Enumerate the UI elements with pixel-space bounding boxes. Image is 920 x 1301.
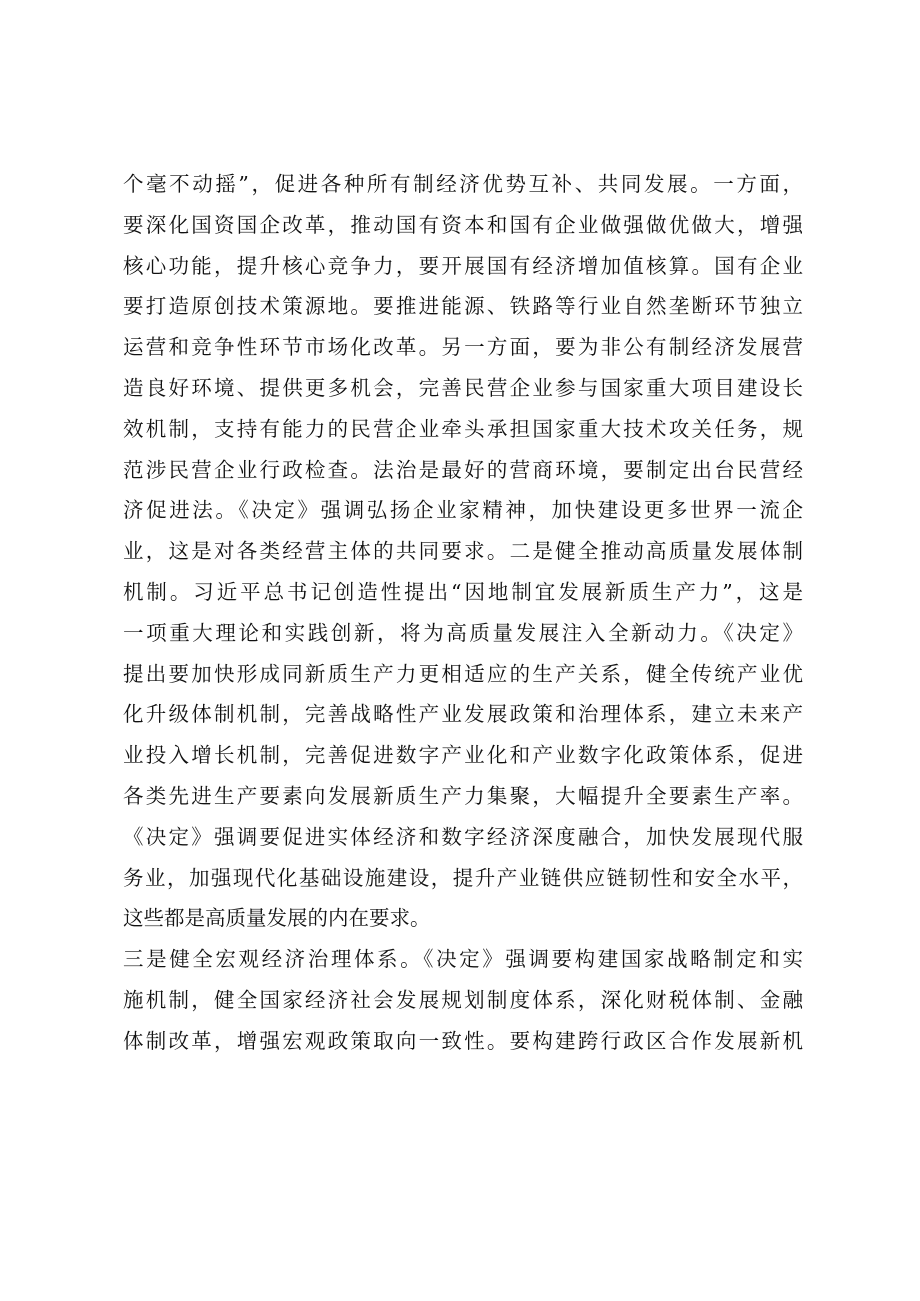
text-line: 济促进法。《决定》强调弘扬企业家精神，加快建设更多世界一流企: [123, 498, 803, 523]
text-line: 业，这是对各类经营主体的共同要求。二是健全推动高质量发展体制: [123, 539, 803, 564]
text-line: 个毫不动摇”，促进各种所有制经济优势互补、共同发展。一方面，: [123, 172, 803, 196]
text-line: 业投入增长机制，完善促进数字产业化和产业数字化政策体系，促进: [123, 743, 803, 768]
text-line: 化升级体制机制，完善战略性产业发展政策和治理体系，建立未来产: [123, 702, 803, 727]
text-line: 这些都是高质量发展的内在要求。: [123, 906, 431, 931]
text-line: 运营和竞争性环节市场化改革。另一方面，要为非公有制经济发展营: [123, 335, 803, 360]
text-line: 务业，加强现代化基础设施建设，提升产业链供应链韧性和安全水平，: [123, 865, 803, 890]
text-line: 造良好环境、提供更多机会，完善民营企业参与国家重大项目建设长: [123, 375, 803, 400]
text-line: 提出要加快形成同新质生产力更相适应的生产关系，健全传统产业优: [123, 661, 803, 686]
text-line: 《决定》强调要促进实体经济和数字经济深度融合，加快发展现代服: [123, 824, 803, 849]
text-line: 要深化国资国企改革，推动国有资本和国有企业做强做优做大，增强: [123, 212, 803, 237]
text-line: 范涉民营企业行政检查。法治是最好的营商环境，要制定出台民营经: [123, 457, 803, 482]
text-line: 各类先进生产要素向发展新质生产力集聚，大幅提升全要素生产率。: [123, 783, 803, 808]
text-line: 核心功能，提升核心竞争力，要开展国有经济增加值核算。国有企业: [123, 253, 803, 278]
text-line: 体制改革，增强宏观政策取向一致性。要构建跨行政区合作发展新机: [123, 1028, 803, 1053]
text-line: 机制。习近平总书记创造性提出“因地制宜发展新质生产力”，这是: [123, 579, 803, 604]
text-line: 要打造原创技术策源地。要推进能源、铁路等行业自然垄断环节独立: [123, 294, 803, 319]
text-line: 三是健全宏观经济治理体系。《决定》强调要构建国家战略制定和实: [123, 947, 803, 972]
text-line: 施机制，健全国家经济社会发展规划制度体系，深化财税体制、金融: [123, 987, 803, 1012]
text-line: 一项重大理论和实践创新，将为高质量发展注入全新动力。《决定》: [123, 620, 803, 645]
paragraph-2: [123, 939, 803, 1061]
document-body: [123, 164, 803, 1062]
text-line: 效机制，支持有能力的民营企业牵头承担国家重大技术攻关任务，规: [123, 416, 803, 441]
paragraph-1: [123, 164, 803, 939]
